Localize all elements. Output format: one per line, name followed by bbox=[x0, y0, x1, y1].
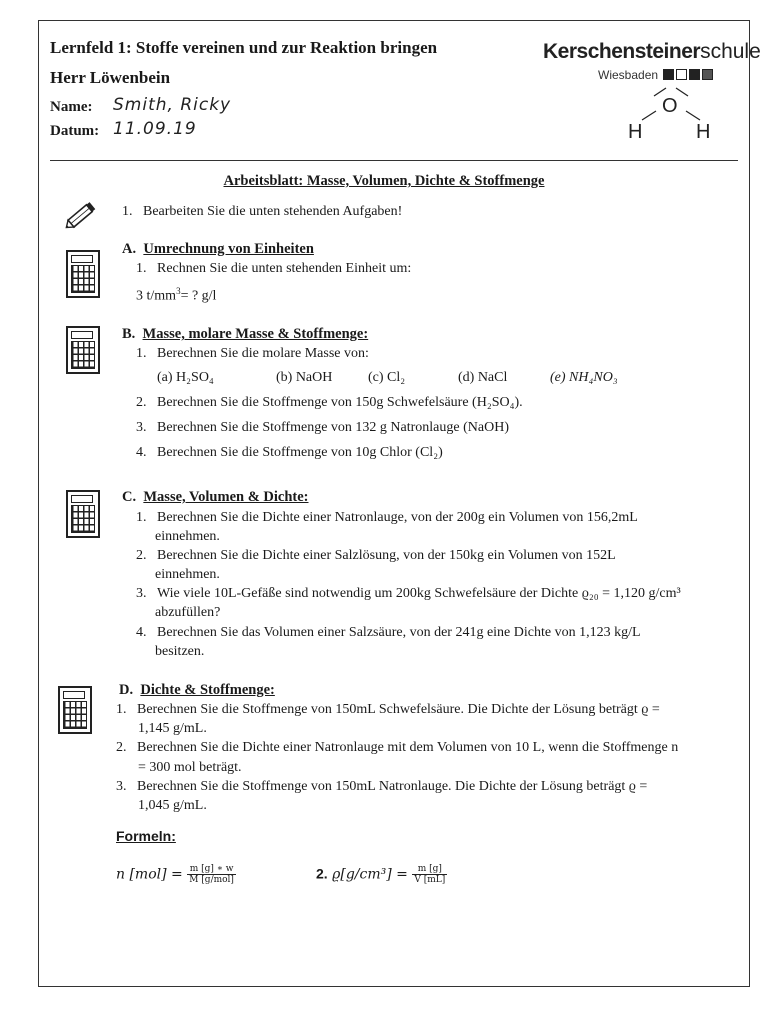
formula-dichte: 2. ϱ[g/cm³] = $\frac{m [g]}{V [mL]}$ bbox=[316, 864, 446, 885]
formula-stoffmenge: n [mol] = $\frac{m [g] ∗ w}{\text{M [g/mol]}}$ bbox=[116, 864, 234, 885]
calculator-icon bbox=[66, 326, 100, 374]
hydrogen-atom-left: H bbox=[628, 121, 643, 143]
section-b-heading: B. Masse, molare Masse & Stoffmenge: bbox=[122, 326, 369, 342]
section-c-item-3-cont: abzufüllen? bbox=[155, 605, 221, 620]
school-city: Wiesbaden bbox=[598, 68, 713, 82]
section-d-item-1-cont: 1,145 g/mL. bbox=[138, 721, 207, 736]
date-label: Datum: bbox=[50, 123, 100, 139]
section-a-item-1: 1. Rechnen Sie die unten stehenden Einheit um: bbox=[136, 261, 412, 276]
school-logo: Kerschensteinerschule bbox=[543, 40, 761, 63]
section-c-item-1-cont: einnehmen. bbox=[155, 529, 220, 544]
hydrogen-atom-right: H bbox=[696, 121, 711, 143]
section-d-item-1: 1. Berechnen Sie die Stoffmenge von 150mL Schwefelsäure. Die Dichte der Lösung beträgt ϱ = bbox=[116, 702, 660, 717]
section-a-heading: A. Umrechnung von Einheiten bbox=[122, 241, 314, 257]
name-value: Smith, Ricky bbox=[113, 95, 232, 115]
section-c-item-4-cont: besitzen. bbox=[155, 644, 205, 659]
section-d-item-3-cont: 1,045 g/mL. bbox=[138, 798, 207, 813]
oxygen-atom: O bbox=[662, 95, 678, 117]
compound-c: (c) Cl₂ bbox=[368, 370, 406, 385]
section-b-item-3: 3. Berechnen Sie die Stoffmenge von 132 g Natronlauge (NaOH) bbox=[136, 420, 509, 435]
pencil-icon bbox=[62, 198, 102, 232]
formulas-heading: Formeln: bbox=[116, 828, 176, 844]
section-c-heading: C. Masse, Volumen & Dichte: bbox=[122, 489, 309, 505]
unit-conversion-expression: 3 $t/mm^3=$ ? g/l bbox=[136, 286, 217, 304]
section-b-item-2: 2. Berechnen Sie die Stoffmenge von 150g Schwefelsäure (H₂SO₄). bbox=[136, 395, 523, 410]
section-d-item-2: 2. Berechnen Sie die Dichte einer Natronlauge mit dem Volumen von 10 L, wenn die Stoffmenge n bbox=[116, 740, 679, 755]
calculator-icon bbox=[58, 686, 92, 734]
section-c-item-1: 1. Berechnen Sie die Dichte einer Natronlauge, von der 200g ein Volumen von 156,2mL bbox=[136, 510, 638, 525]
section-d-item-3: 3. Berechnen Sie die Stoffmenge von 150mL Natronlauge. Die Dichte der Lösung beträgt ϱ = bbox=[116, 779, 648, 794]
section-b-item-4: 4. Berechnen Sie die Stoffmenge von 10g Chlor (Cl₂) bbox=[136, 445, 443, 460]
date-value: 11.09.19 bbox=[113, 119, 197, 139]
section-b-item-1: 1. Berechnen Sie die molare Masse von: bbox=[136, 346, 369, 361]
teacher-name: Herr Löwenbein bbox=[50, 68, 171, 87]
calculator-icon bbox=[66, 250, 100, 298]
section-c-item-2: 2. Berechnen Sie die Dichte einer Salzlösung, von der 150kg ein Volumen von 152L bbox=[136, 548, 616, 563]
course-title: Lernfeld 1: Stoffe vereinen und zur Reaktion bringen bbox=[50, 38, 438, 57]
compound-e: (e) NH₄NO₃ bbox=[550, 370, 618, 385]
name-label: Name: bbox=[50, 99, 93, 115]
section-c-item-2-cont: einnehmen. bbox=[155, 567, 220, 582]
water-molecule-diagram bbox=[618, 84, 728, 146]
compound-a: (a) H₂SO₄ bbox=[157, 370, 214, 385]
worksheet-title: Arbeitsblatt: Masse, Volumen, Dichte & Stoffmenge bbox=[223, 173, 545, 189]
section-d-heading: D. Dichte & Stoffmenge: bbox=[119, 682, 275, 698]
section-d-item-2-cont: = 300 mol beträgt. bbox=[138, 760, 242, 775]
calculator-icon bbox=[66, 490, 100, 538]
task-1: 1. Bearbeiten Sie die unten stehenden Aufgaben! bbox=[122, 204, 403, 219]
compound-b: (b) NaOH bbox=[276, 370, 333, 385]
header-divider bbox=[50, 160, 738, 161]
compound-d: (d) NaCl bbox=[458, 370, 508, 385]
section-c-item-3: 3. Wie viele 10L-Gefäße sind notwendig um 200kg Schwefelsäure der Dichte ϱ₂₀ = 1,120 g/cm³ bbox=[136, 586, 681, 601]
section-c-item-4: 4. Berechnen Sie das Volumen einer Salzsäure, von der 241g eine Dichte von 1,123 kg/L bbox=[136, 625, 641, 640]
